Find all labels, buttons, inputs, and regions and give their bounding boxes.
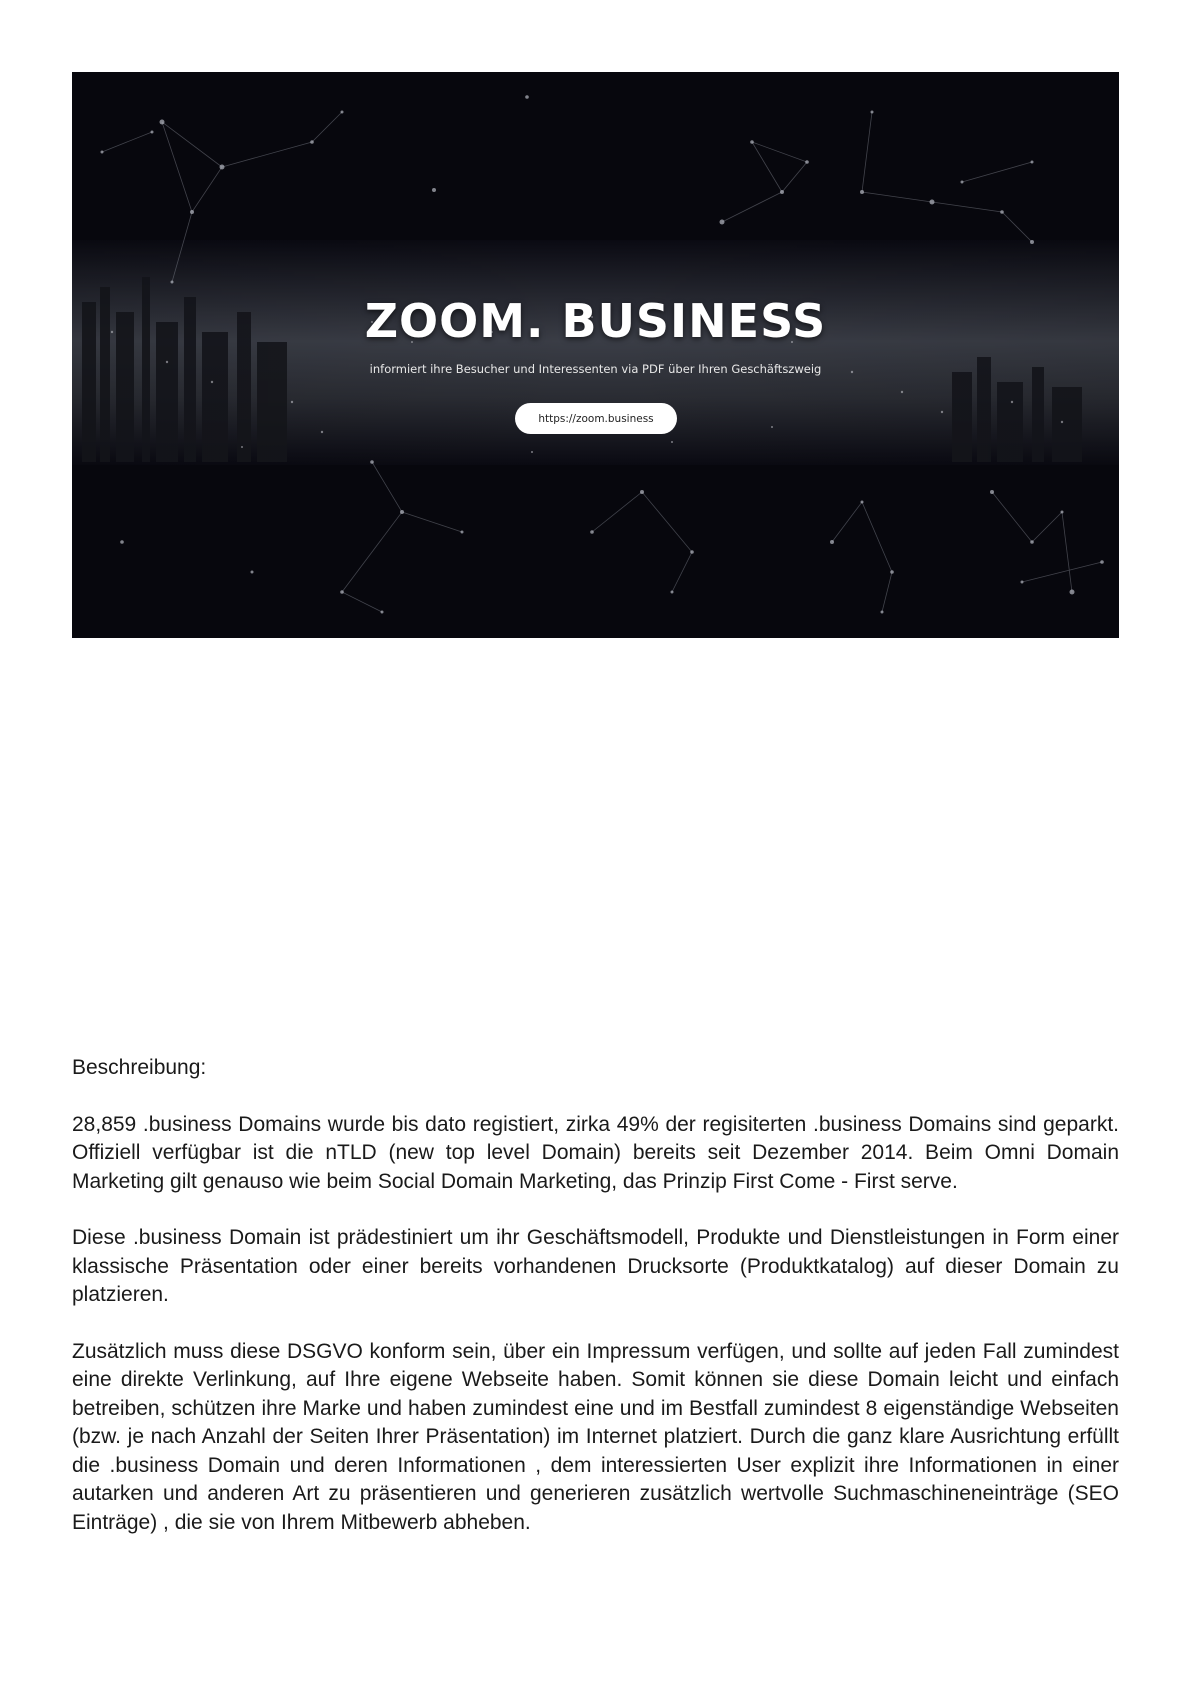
paragraph-1: 28,859 .business Domains wurde bis dato registiert, zirka 49% der regisiterten .business Domains sind geparkt. Offiziell verfügbar ist die nTLD (new top level Domain) bereits seit Dezember 2014. Beim Omni Domain Marketing gilt genauso wie beim Social Domain Marketing, das Prinzip First Come - First serve. <box>72 1112 1119 1193</box>
hero-banner <box>72 72 1119 638</box>
description-section <box>72 1054 1119 1565</box>
hero-subtitle: informiert ihre Besucher und Interessenten via PDF über Ihren Geschäftszweig <box>369 362 822 376</box>
hero-url-button[interactable]: https://zoom.business <box>515 403 677 434</box>
hero-title: ZOOM. BUSINESS <box>364 294 827 348</box>
paragraph-2: Diese .business Domain ist prädestiniert um ihr Geschäftsmodell, Produkte und Dienstleistungen in Form einer klassische Präsentation oder einer bereits vorhandenen Drucksorte (Produktkatalog) auf dieser Domain zu platzieren. <box>72 1226 1119 1306</box>
description-heading: Beschreibung: <box>72 1056 207 1079</box>
city-network-background <box>72 72 1119 638</box>
paragraph-3: Zusätzlich muss diese DSGVO konform sein, über ein Impressum verfügen, und sollte auf jeden Fall zumindest eine direkte Verlinkung, auf Ihre eigene Webseite haben. Somit können sie diese Domain leicht und einfach betreiben, schützen ihre Marke und haben zumindest eine und im Bestfall zumindest 8 eigenständige Webseiten (bzw. je nach Anzahl der Seiten Ihrer Präsentation) im Internet platziert. Durch die ganz klare Ausrichtung erfüllt die .business Domain und deren Informationen , dem interessierten User explizit ihre Informationen in einer autarken und anderen Art zu präsentieren und generieren zusätzlich wertvolle Suchmaschineneinträge (SEO Einträge) , die sie von Ihrem Mitbewerb abheben. <box>72 1339 1119 1534</box>
